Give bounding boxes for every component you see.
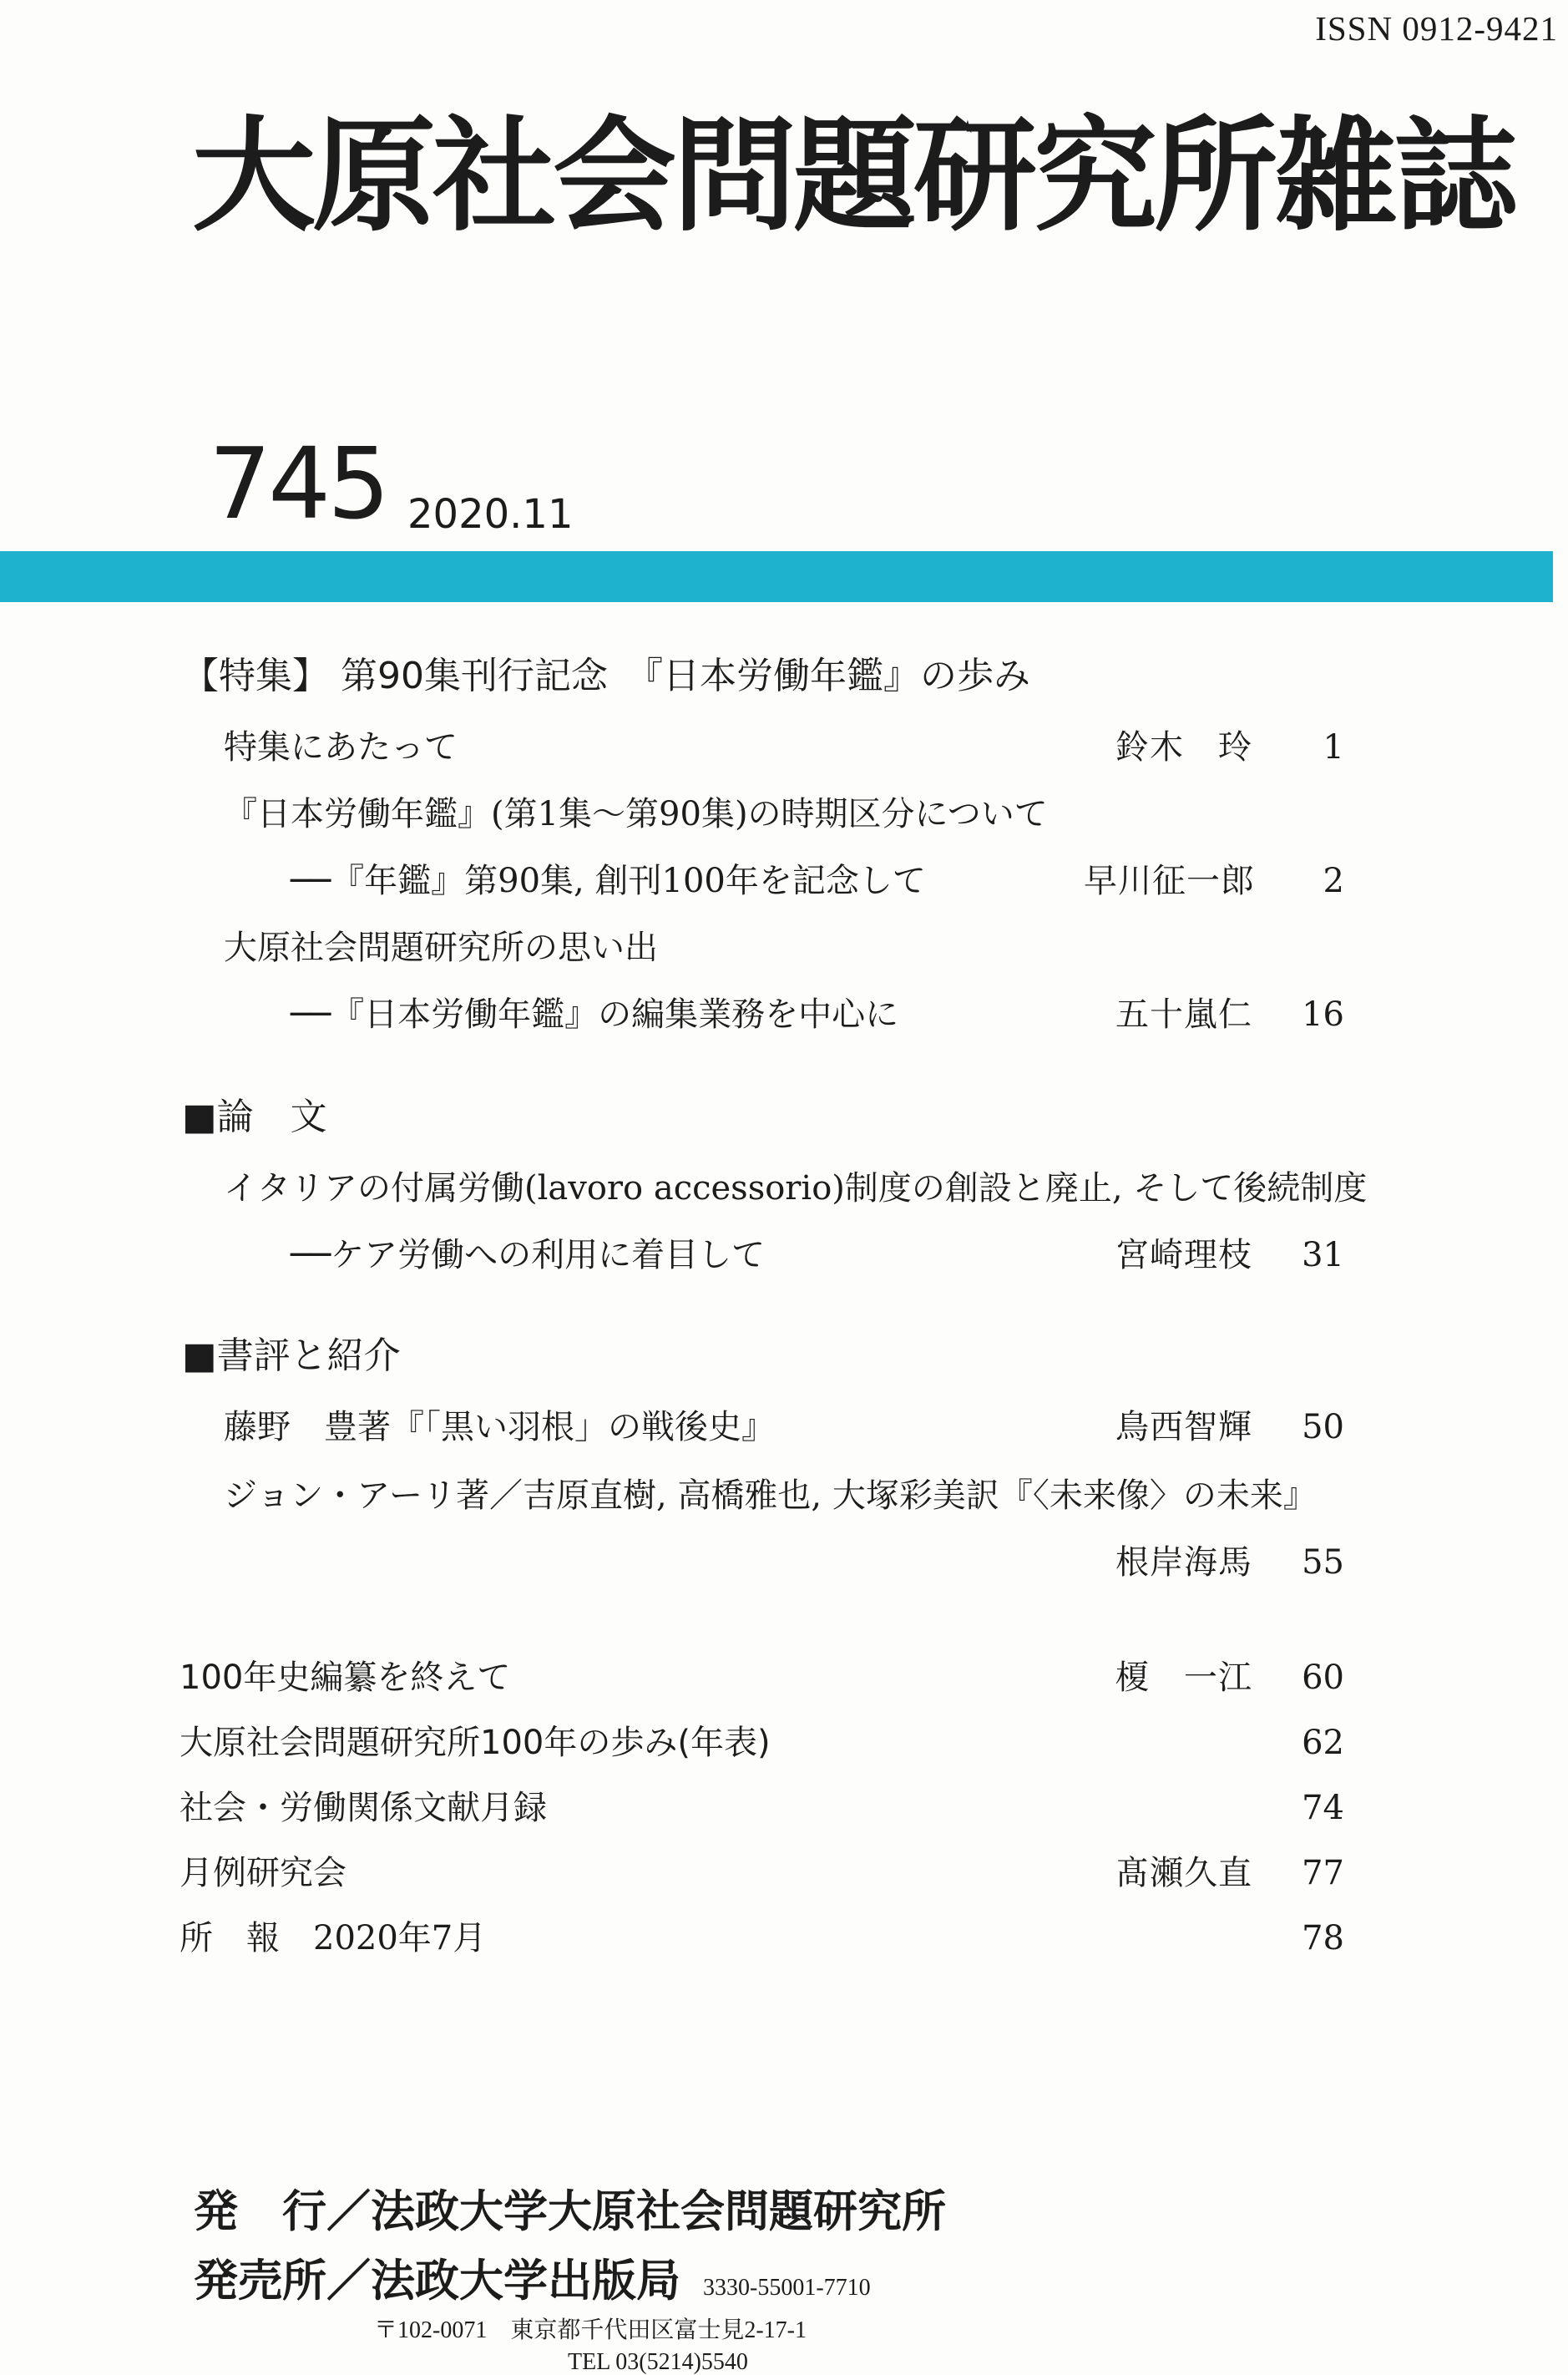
- toc-entry[interactable]: [224, 927, 1344, 969]
- toc-entry-subtitle: [291, 860, 1344, 902]
- entry-page: 55: [1302, 1543, 1344, 1582]
- publisher-issuer: 発 行／法政大学大原社会問題研究所: [194, 2186, 946, 2237]
- entry-title: 大原社会問題研究所100年の歩み(年表): [180, 1724, 771, 1762]
- issue-date: 2020.11: [407, 491, 574, 538]
- section-heading-special-feature: 【特集】 第90集刊行記念 『日本労働年鑑』の歩み: [182, 655, 1030, 697]
- entry-page: 16: [1302, 995, 1344, 1034]
- toc-entry[interactable]: [180, 1917, 1344, 1959]
- entry-page: 62: [1302, 1724, 1344, 1762]
- toc-entry-subtitle: [291, 994, 1344, 1036]
- toc-entry[interactable]: [180, 1657, 1344, 1699]
- publisher-tel: TEL 03(5214)5540: [568, 2349, 748, 2375]
- entry-page: 50: [1302, 1408, 1344, 1446]
- toc-entry[interactable]: [180, 1852, 1344, 1894]
- entry-author: 榎 一江: [1115, 1658, 1252, 1697]
- entry-title: イタリアの付属労働(lavoro accessorio)制度の創設と廃止, そして後続制度: [224, 1169, 1368, 1208]
- entry-page: 60: [1302, 1658, 1344, 1697]
- section-heading-book-reviews: ■書評と紹介: [182, 1334, 401, 1377]
- journal-title: 大原社会問題研究所雑誌: [192, 104, 1515, 248]
- publisher-code: 3330-55001-7710: [703, 2275, 871, 2301]
- entry-title: 大原社会問題研究所の思い出: [224, 929, 658, 967]
- toc-entry-author-line: [224, 1542, 1344, 1583]
- entry-title: 藤野 豊著『「黒い羽根」の戦後史』: [224, 1408, 775, 1446]
- toc-entry[interactable]: [180, 1787, 1344, 1829]
- toc-entry[interactable]: [224, 1167, 1368, 1209]
- entry-subtitle: ──『年鑑』第90集, 創刊100年を記念して: [291, 862, 926, 900]
- entry-page: 78: [1302, 1919, 1344, 1957]
- issue-number: 745: [209, 426, 387, 541]
- entry-page: 74: [1302, 1789, 1344, 1827]
- entry-page: 1: [1323, 728, 1344, 767]
- toc-entry[interactable]: [224, 1406, 1344, 1448]
- entry-title: 所 報 2020年7月: [180, 1919, 487, 1957]
- toc-entry-subtitle: [291, 1234, 1344, 1276]
- publisher-seller: 発売所／法政大学出版局: [194, 2256, 680, 2307]
- entry-author: 宮崎理枝: [1115, 1236, 1252, 1274]
- entry-subtitle: ──ケア労働への利用に着目して: [291, 1236, 766, 1274]
- toc-entry[interactable]: [180, 1722, 1344, 1764]
- entry-author: 早川征一郎: [1084, 862, 1255, 900]
- entry-author: 髙瀬久直: [1115, 1854, 1252, 1892]
- entry-author: 根岸海馬: [1115, 1543, 1252, 1582]
- section-heading-articles: ■論 文: [182, 1096, 327, 1138]
- entry-subtitle: ──『日本労働年鑑』の編集業務を中心に: [291, 995, 899, 1034]
- toc-entry[interactable]: [224, 793, 1344, 835]
- entry-title: 『日本労働年鑑』(第1集～第90集)の時期区分について: [224, 795, 1048, 833]
- entry-author: 鈴木 玲: [1115, 728, 1252, 767]
- accent-bar: [0, 551, 1553, 602]
- publisher-address: 〒102-0071 東京都千代田区富士見2-17-1: [374, 2317, 807, 2343]
- entry-page: 77: [1302, 1854, 1344, 1892]
- entry-title: 社会・労働関係文献月録: [180, 1789, 547, 1827]
- toc-entry[interactable]: [224, 727, 1344, 768]
- entry-title: 月例研究会: [180, 1854, 346, 1892]
- entry-title: 特集にあたって: [224, 728, 458, 767]
- entry-page: 31: [1302, 1236, 1344, 1274]
- entry-title: ジョン・アーリ著／吉原直樹, 高橋雅也, 大塚彩美訳『〈未来像〉の未来』: [224, 1476, 1317, 1515]
- entry-title: 100年史編纂を終えて: [180, 1658, 511, 1697]
- entry-author: 五十嵐仁: [1115, 995, 1252, 1034]
- entry-page: 2: [1323, 862, 1344, 900]
- issn-number: ISSN 0912-9421: [1315, 9, 1558, 48]
- toc-entry[interactable]: [224, 1475, 1344, 1517]
- entry-author: 鳥西智輝: [1115, 1408, 1252, 1446]
